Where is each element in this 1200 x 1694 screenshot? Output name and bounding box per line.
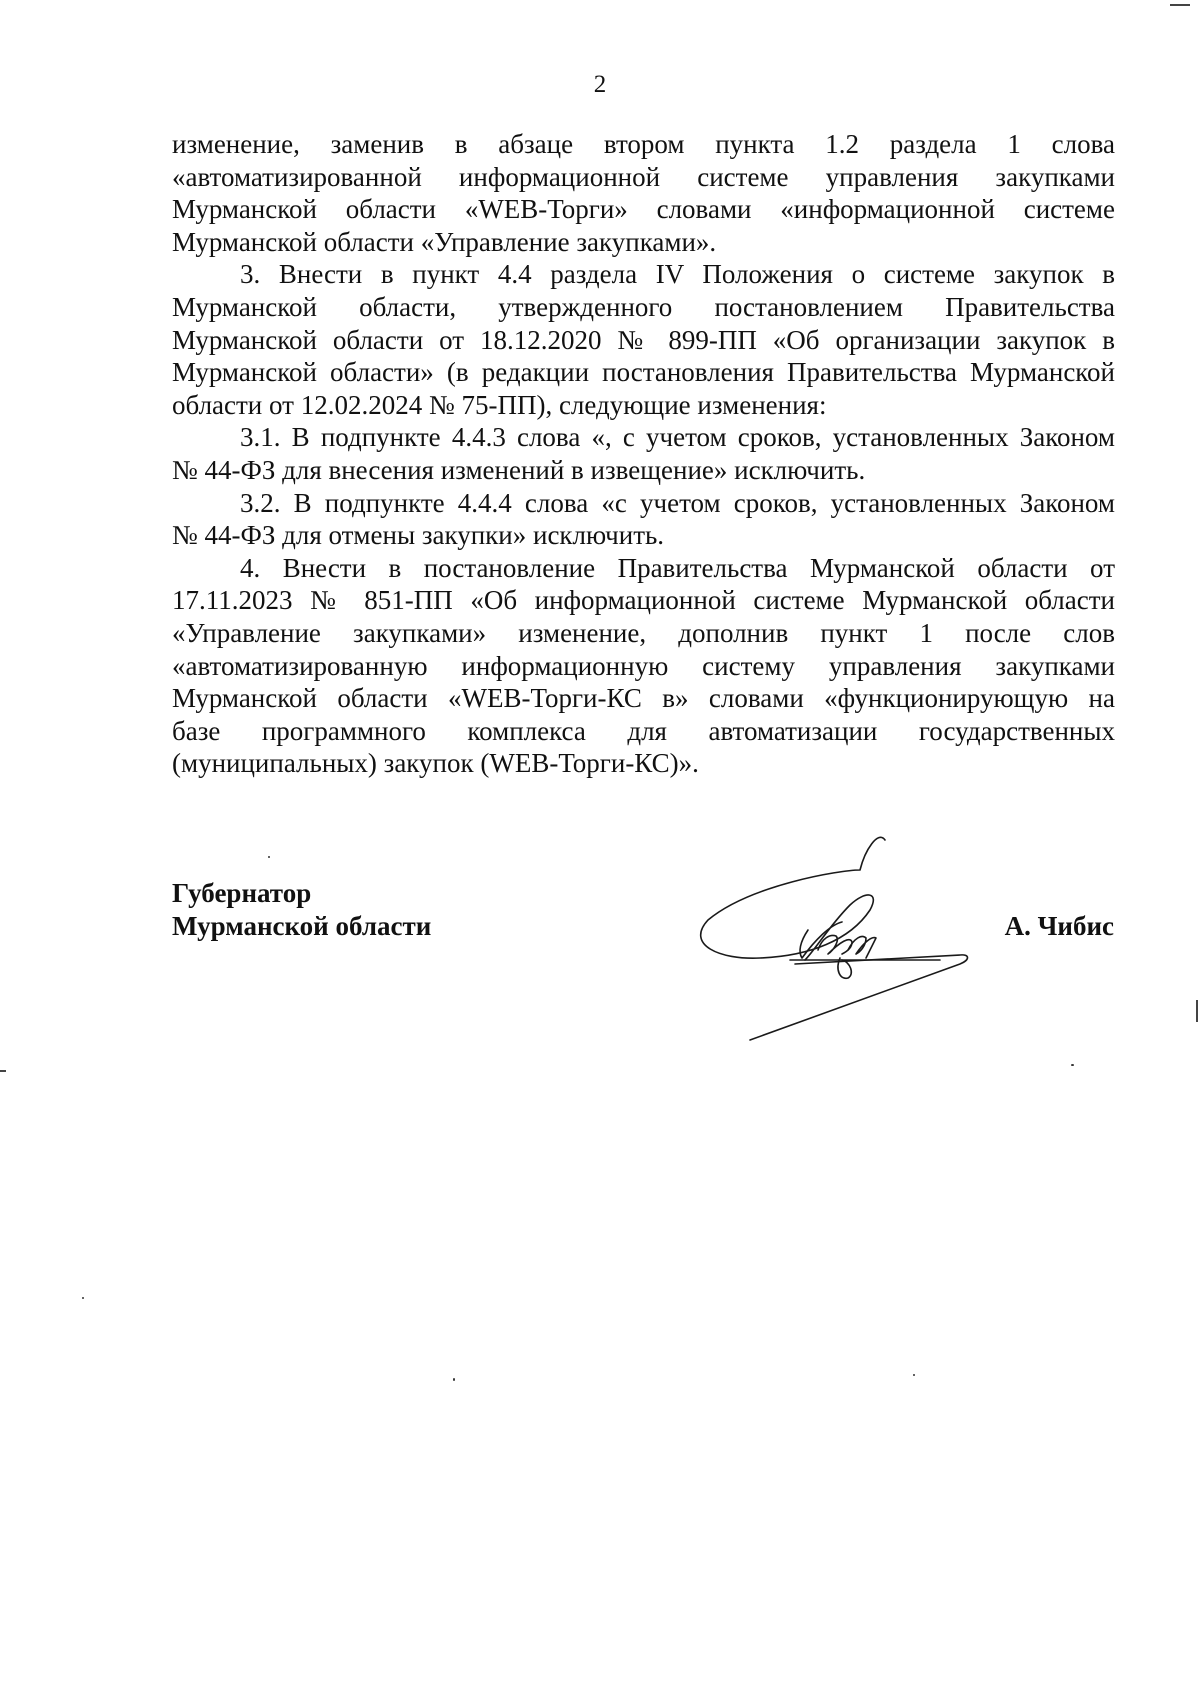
text-line: Мурманской области от 18.12.2020 № 899-ПП «Об организации закупок в [172, 324, 1115, 355]
text-line: 3. Внести в пункт 4.4 раздела IV Положения о системе закупок в [240, 259, 1115, 290]
text-line: № 44-ФЗ для отмены закупки» исключить. [172, 520, 665, 551]
text-line: Мурманской области, утвержденного постановлением Правительства [172, 291, 1115, 322]
document-body [172, 128, 1115, 780]
signatory-title [172, 877, 431, 943]
signatory-title-line2: Мурманской области [172, 911, 432, 941]
text-line: области от 12.02.2024 № 75-ПП), следующие изменения: [172, 389, 827, 420]
scan-edge-mark [0, 1070, 6, 1072]
text-line: № 44-ФЗ для внесения изменений в извещение» исключить. [172, 454, 866, 485]
text-line: 3.2. В подпункте 4.4.4 слова «с учетом сроков, установленных Законом [240, 487, 1115, 518]
paragraph-item-3-1 [172, 421, 1115, 486]
text-line: «автоматизированной информационной системе управления закупками [172, 161, 1115, 192]
text-line: базе программного комплекса для автоматизации государственных [172, 715, 1115, 746]
handwritten-signature [690, 830, 990, 1050]
paragraph-item-3 [172, 258, 1115, 421]
text-line: 4. Внести в постановление Правительства Мурманской области от [240, 552, 1115, 583]
page-number: 2 [593, 71, 607, 98]
text-line: 17.11.2023 № 851-ПП «Об информационной системе Мурманской области [172, 585, 1115, 616]
scan-speck [453, 1378, 455, 1381]
text-line: «автоматизированную информационную систему управления закупками [172, 650, 1115, 681]
paragraph-intro [172, 128, 1115, 258]
signatory-name: А. Чибис [1004, 911, 1114, 941]
scan-speck [82, 1297, 84, 1299]
text-line: Мурманской области» (в редакции постановления Правительства Мурманской [172, 357, 1115, 388]
scan-speck [1071, 1064, 1074, 1066]
text-line: «Управление закупками» изменение, дополнив пункт 1 после слов [172, 617, 1115, 648]
text-line: (муниципальных) закупок (WEB-Торги-КС)». [172, 748, 699, 779]
text-line: 3.1. В подпункте 4.4.3 слова «, с учетом сроков, установленных Законом [240, 422, 1115, 453]
text-line: изменение, заменив в абзаце втором пункта 1.2 раздела 1 слова [172, 129, 1115, 159]
paragraph-item-4 [172, 552, 1115, 780]
scan-edge-mark [1170, 4, 1190, 6]
paragraph-item-3-2 [172, 487, 1115, 552]
signatory-title-line1: Губернатор [172, 878, 312, 908]
text-line: Мурманской области «WEB-Торги» словами «информационной системе [172, 194, 1115, 225]
scan-speck [913, 1374, 915, 1376]
text-line: Мурманской области «Управление закупками». [172, 226, 717, 257]
scan-edge-mark [1196, 1000, 1198, 1022]
scan-speck [268, 856, 270, 858]
text-line: Мурманской области «WEB-Торги-КС в» словами «функционирующую на [172, 683, 1115, 714]
